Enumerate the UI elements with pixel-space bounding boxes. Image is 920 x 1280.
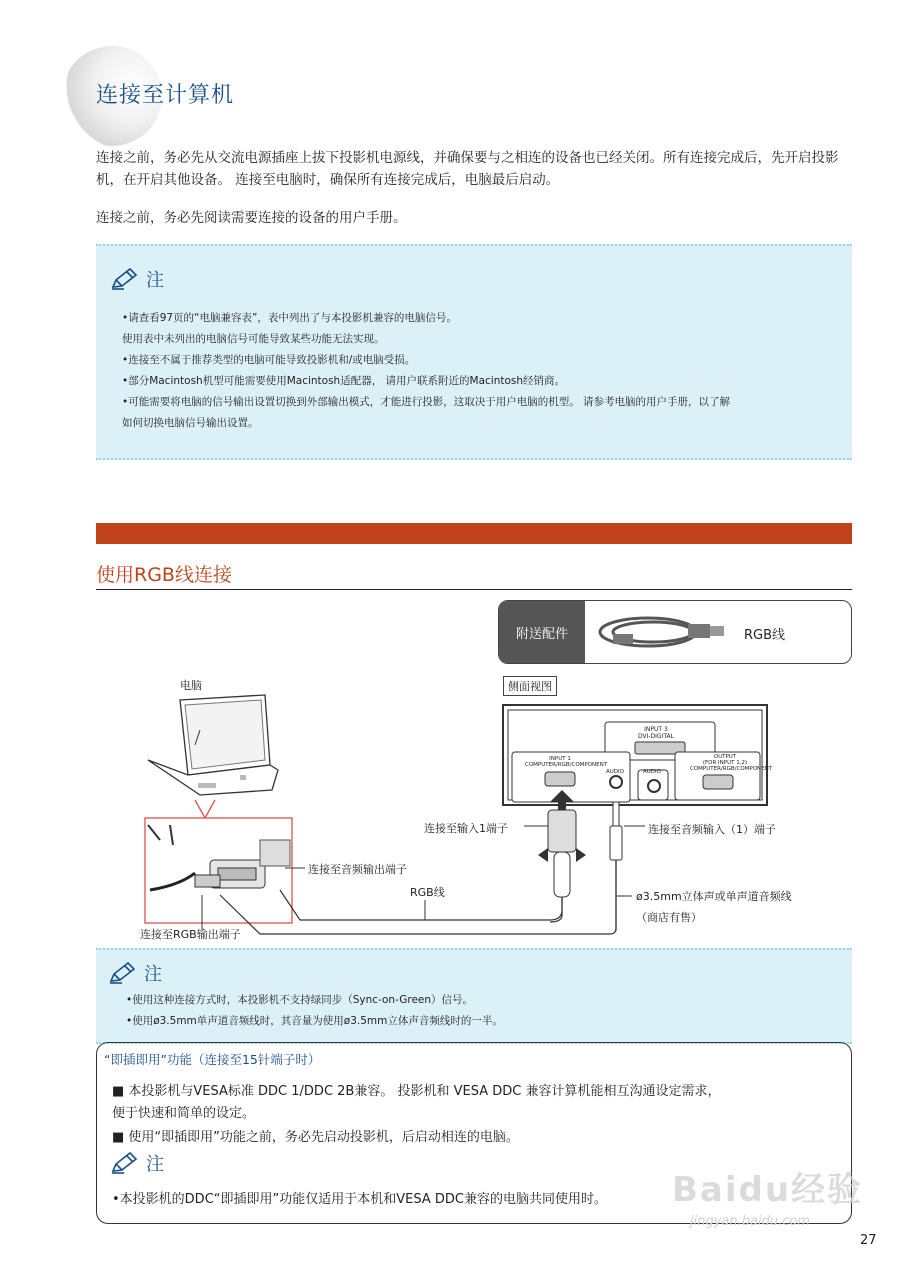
pencil-icon xyxy=(110,267,140,291)
note-heading-1: 注 xyxy=(110,266,164,292)
audio-label-1: AUDIO xyxy=(606,769,624,775)
label-rgb-cable: RGB线 xyxy=(410,886,445,899)
list-item: •连接至不属于推荐类型的电脑可能导致投影机和/或电脑受损。 xyxy=(122,354,416,366)
baidu-watermark-url: jingyan.baidu.com xyxy=(690,1214,810,1229)
list-item: 如何切换电脑信号输出设置。 xyxy=(122,417,259,429)
plug-and-play-note-text: •本投影机的DDC“即插即用”功能仅适用于本机和VESA DDC兼容的电脑共同使用时。 xyxy=(112,1192,607,1207)
section-bar xyxy=(96,523,852,544)
plug-and-play-line-3: ■ 使用“即插即用”功能之前，务必先启动投影机，后启动相连的电脑。 xyxy=(112,1130,519,1145)
pencil-icon xyxy=(110,1151,140,1175)
note-list-2 xyxy=(126,990,846,1032)
accessory-box xyxy=(498,600,852,664)
note-list-1 xyxy=(122,308,842,434)
intro-paragraph-2: 连接之前，务必先阅读需要连接的设备的用户手册。 xyxy=(96,210,407,226)
audio-label-2: AUDIO xyxy=(643,769,661,775)
note-box-1 xyxy=(96,244,852,460)
label-to-audio-out: 连接至音频输出端子 xyxy=(308,863,407,876)
label-to-rgb-out: 连接至RGB输出端子 xyxy=(140,928,241,941)
input1-label: INPUT 1 COMPUTER/RGB/COMPONENT xyxy=(525,756,608,768)
label-to-audio-in: 连接至音频输入（1）端子 xyxy=(648,823,776,836)
plug-and-play-line-2: 便于快速和简单的设定。 xyxy=(112,1106,256,1121)
computer-label: 电脑 xyxy=(180,679,202,692)
accessory-label: 附送配件 xyxy=(499,601,585,663)
rgb-cable-icon xyxy=(593,604,743,660)
input3-label: INPUT 3 DVI-DIGITAL xyxy=(637,726,674,740)
list-item: •部分Macintosh机型可能需要使用Macintosh适配器， 请用户联系附近的Macintosh经销商。 xyxy=(122,375,566,387)
list-item: •使用这种连接方式时，本投影机不支持绿同步（Sync-on-Green）信号。 xyxy=(126,994,474,1006)
note-heading-2: 注 xyxy=(108,960,162,986)
list-item: 使用表中未列出的电脑信号可能导致某些功能无法实现。 xyxy=(122,333,385,345)
plug-and-play-title: “即插即用”功能（连接至15针端子时） xyxy=(104,1052,321,1067)
list-item: •请查看97页的“电脑兼容表”，表中列出了与本投影机兼容的电脑信号。 xyxy=(122,312,457,324)
accessory-name: RGB线 xyxy=(744,628,786,643)
side-view-label: 侧面视图 xyxy=(503,676,557,696)
intro-paragraph-1: 连接之前，务必先从交流电源插座上拔下投影机电源线，并确保要与之相连的设备也已经关闭。所有连接完成后，先开启投影机，在开启其他设备。 连接至电脑时，确保所有连接完成后，电脑最后启动。 xyxy=(96,150,839,188)
label-to-input1: 连接至输入1端子 xyxy=(424,822,508,835)
page-title: 连接至计算机 xyxy=(96,83,235,108)
laptop-illustration xyxy=(148,695,278,795)
section-title: 使用RGB线连接 xyxy=(96,564,232,586)
list-item: •使用ø3.5mm单声道音频线时，其音量为使用ø3.5mm立体声音频线时的一半。 xyxy=(126,1015,503,1027)
page-number: 27 xyxy=(860,1233,877,1248)
plug-and-play-note-heading: 注 xyxy=(110,1150,164,1176)
baidu-watermark-logo: Baidu经验 xyxy=(672,1170,864,1210)
label-audio-cable: ø3.5mm立体声或单声道音频线 xyxy=(636,890,792,903)
list-item: •可能需要将电脑的信号输出设置切换到外部输出模式，才能进行投影，这取决于用户电脑的机型。 请参考电脑的用户手册，以了解 xyxy=(122,396,731,408)
plug-and-play-line-1: ■ 本投影机与VESA标准 DDC 1/DDC 2B兼容。 投影机和 VESA DDC 兼容计算机能相互沟通设定需求， xyxy=(112,1084,721,1099)
label-audio-cable-note: （商店有售） xyxy=(636,911,702,924)
output-label: OUTPUT (FOR INPUT 1,2) COMPUTER/RGB/COMPONENT xyxy=(690,754,773,772)
section-divider xyxy=(96,589,852,590)
note-box-2 xyxy=(96,948,852,1044)
pencil-icon xyxy=(108,961,138,985)
